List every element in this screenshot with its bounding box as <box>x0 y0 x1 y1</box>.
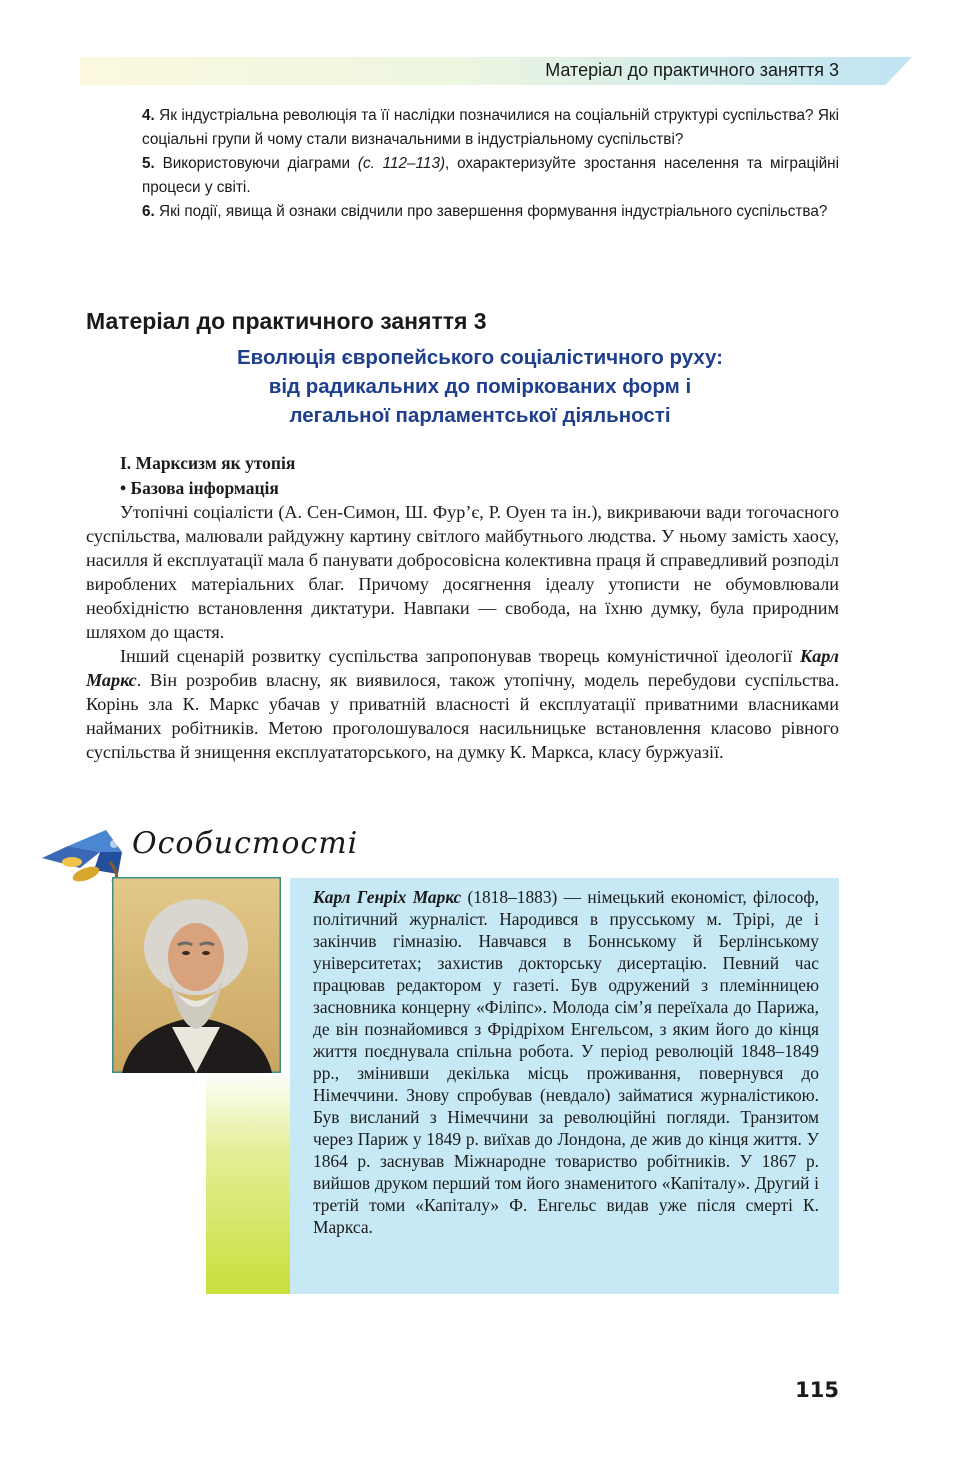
question-6 <box>142 200 839 224</box>
subtitle-line: Еволюція європейського соціалістичного руху: <box>236 346 724 369</box>
personalities-label: Особистості <box>132 826 359 861</box>
question-text: Використовуючи діаграми <box>162 155 351 172</box>
part-heading: І. Марксизм як утопія <box>120 453 296 473</box>
section-title: Матеріал до практичного заняття 3 <box>86 308 487 334</box>
bio-body: (1818–1883) — німецький економіст, філософ, політичний журналіст. Народився в прусському м. Трірі, де і закінчив гімназію. Навчався в Боннському й Берлінському університетах; захистив докторську дисертацію. Певний час працював редактором у газеті. Був одружений з племінницею засновника концерну «Філіпс». Молода сім’я переїхала до Парижа, де він познайомився з Фрідріхом Енгельсом, з яким його до кінця життя поєднувала спільна робота. У період революцій 1848–1849 рр., змінивши декілька місць проживання, повернувся до Німеччини. Знову спробував (невдало) займатися журналістикою. Був висланий з Німеччини за революційні погляди. Транзитом через Париж у 1849 р. виїхав до Лондона, де жив до кінця життя. У 1864 р. заснував Міжнародне товариство робітників. У 1867 р. вийшов друком перший том його знаменитого «Капіталу». Другий і третій томи «Капіталу» Ф. Енгельс видав уже після смерті К. Маркса. <box>313 887 819 1237</box>
question-text: Які події, явища й ознаки свідчили про завершення формування індустріального суспільства? <box>159 203 828 220</box>
subtitle-line: легальної парламентської діяльності <box>289 404 671 427</box>
page-number: 115 <box>795 1378 839 1402</box>
paragraph-text: . Він розробив власну, як виявилося, також утопічну, модель перебудови суспільства. Корінь зла К. Маркс убачав у приватній власності й експлуатації приватними власниками найманих робітників. Метою проголошувалося насильницьке встановлення класово рівного суспільства й знищення експлуататорського, на думку К. Маркса, класу буржуазії. <box>86 670 839 762</box>
question-text-end: , охарактеризуйте зростання населення та міграційні процеси у світі. <box>142 155 840 196</box>
review-questions <box>142 104 839 224</box>
biography-text <box>313 886 819 1238</box>
question-4 <box>142 104 839 152</box>
main-text <box>86 500 839 764</box>
question-text: Як індустріальна революція та її наслідки позначилися на соціальній структурі суспільства? Які соціальні групи й чому стали визначальними в індустріальному суспільстві? <box>142 107 839 148</box>
page-reference: (с. 112–113) <box>357 155 446 172</box>
paragraph-utopians: Утопічні соціалісти (А. Сен-Симон, Ш. Фур’є, Р. Оуен та ін.), викриваючи вади тогочасного суспільства, малювали райдужну картину світлого майбутнього людства. У ньому замість хаосу, насилля й експлуатації мала б панувати добросовісна колективна праця й справедливий розподіл вироблених матеріальних благ. Причому досягнення ідеалу утописти не обумовлювали необхідністю встановлення диктатури. Навпаки — свобода, на їхню думку, була природним шляхом до щастя. <box>86 502 839 642</box>
question-number: 5. <box>142 155 155 172</box>
karl-marx-portrait <box>112 877 281 1073</box>
paragraph-marx <box>86 644 839 764</box>
subtitle-line: від радикальних до поміркованих форм і <box>268 375 692 398</box>
paragraph-text: Інший сценарій розвитку суспільства запропонував творець комуністичної ідеології <box>120 646 800 666</box>
decor-green-strip <box>206 1070 290 1294</box>
marx-name: Карл Маркс <box>86 646 839 690</box>
running-header-title: Матеріал до практичного заняття 3 <box>545 60 839 80</box>
question-number: 6. <box>142 203 155 220</box>
part-subheading: • Базова інформація <box>120 478 279 498</box>
bio-name: Карл Генріх Маркс <box>313 887 462 907</box>
question-number: 4. <box>142 107 155 124</box>
section-subtitle <box>130 343 830 430</box>
question-5 <box>142 152 839 200</box>
